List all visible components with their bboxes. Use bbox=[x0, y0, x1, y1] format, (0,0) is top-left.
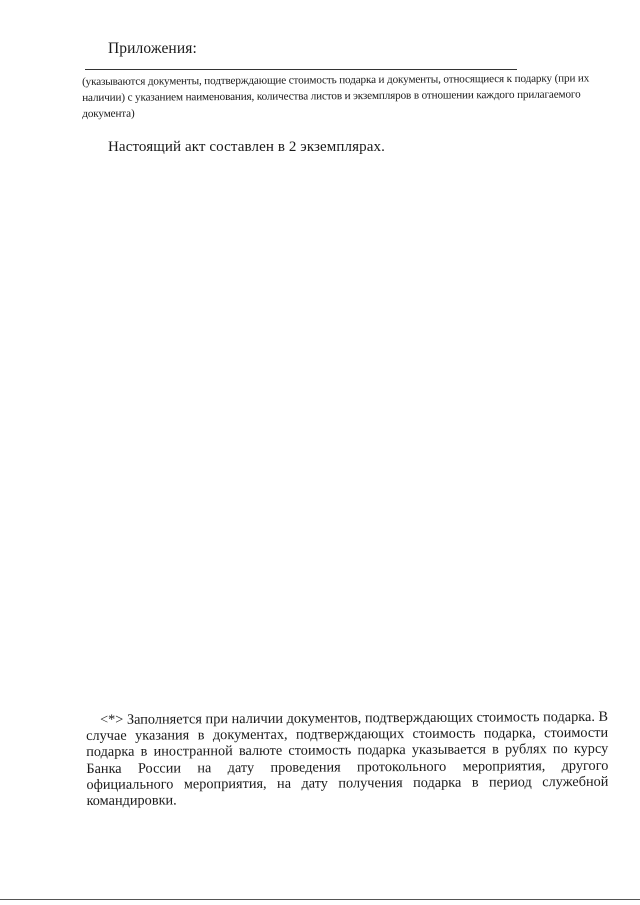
attachments-label: Приложения: bbox=[108, 40, 197, 57]
copies-statement: Настоящий акт составлен в 2 экземплярах. bbox=[108, 139, 385, 155]
attachments-fill-line bbox=[85, 69, 517, 70]
footnote: <*> Заполняется при наличии документов, подтверждающих стоимость подарка. В случае указания в документах, подтверждающих стоимость подарка, стоимости подарка в иностранной валюте стоимость подарка указывается в рублях по курсу Банка России на дату проведения протокольного мероприятия, другого официального мероприятия, на дату получения подарка в период служебной командировки. bbox=[86, 708, 609, 810]
page-bottom-edge bbox=[0, 899, 640, 900]
attachments-note: (указываются документы, подтверждающие стоимость подарка и документы, относящиеся к подарку (при их наличии) с указанием наименования, количества листов и экземпляров в отношении каждого прилагаемого документа) bbox=[82, 72, 590, 120]
